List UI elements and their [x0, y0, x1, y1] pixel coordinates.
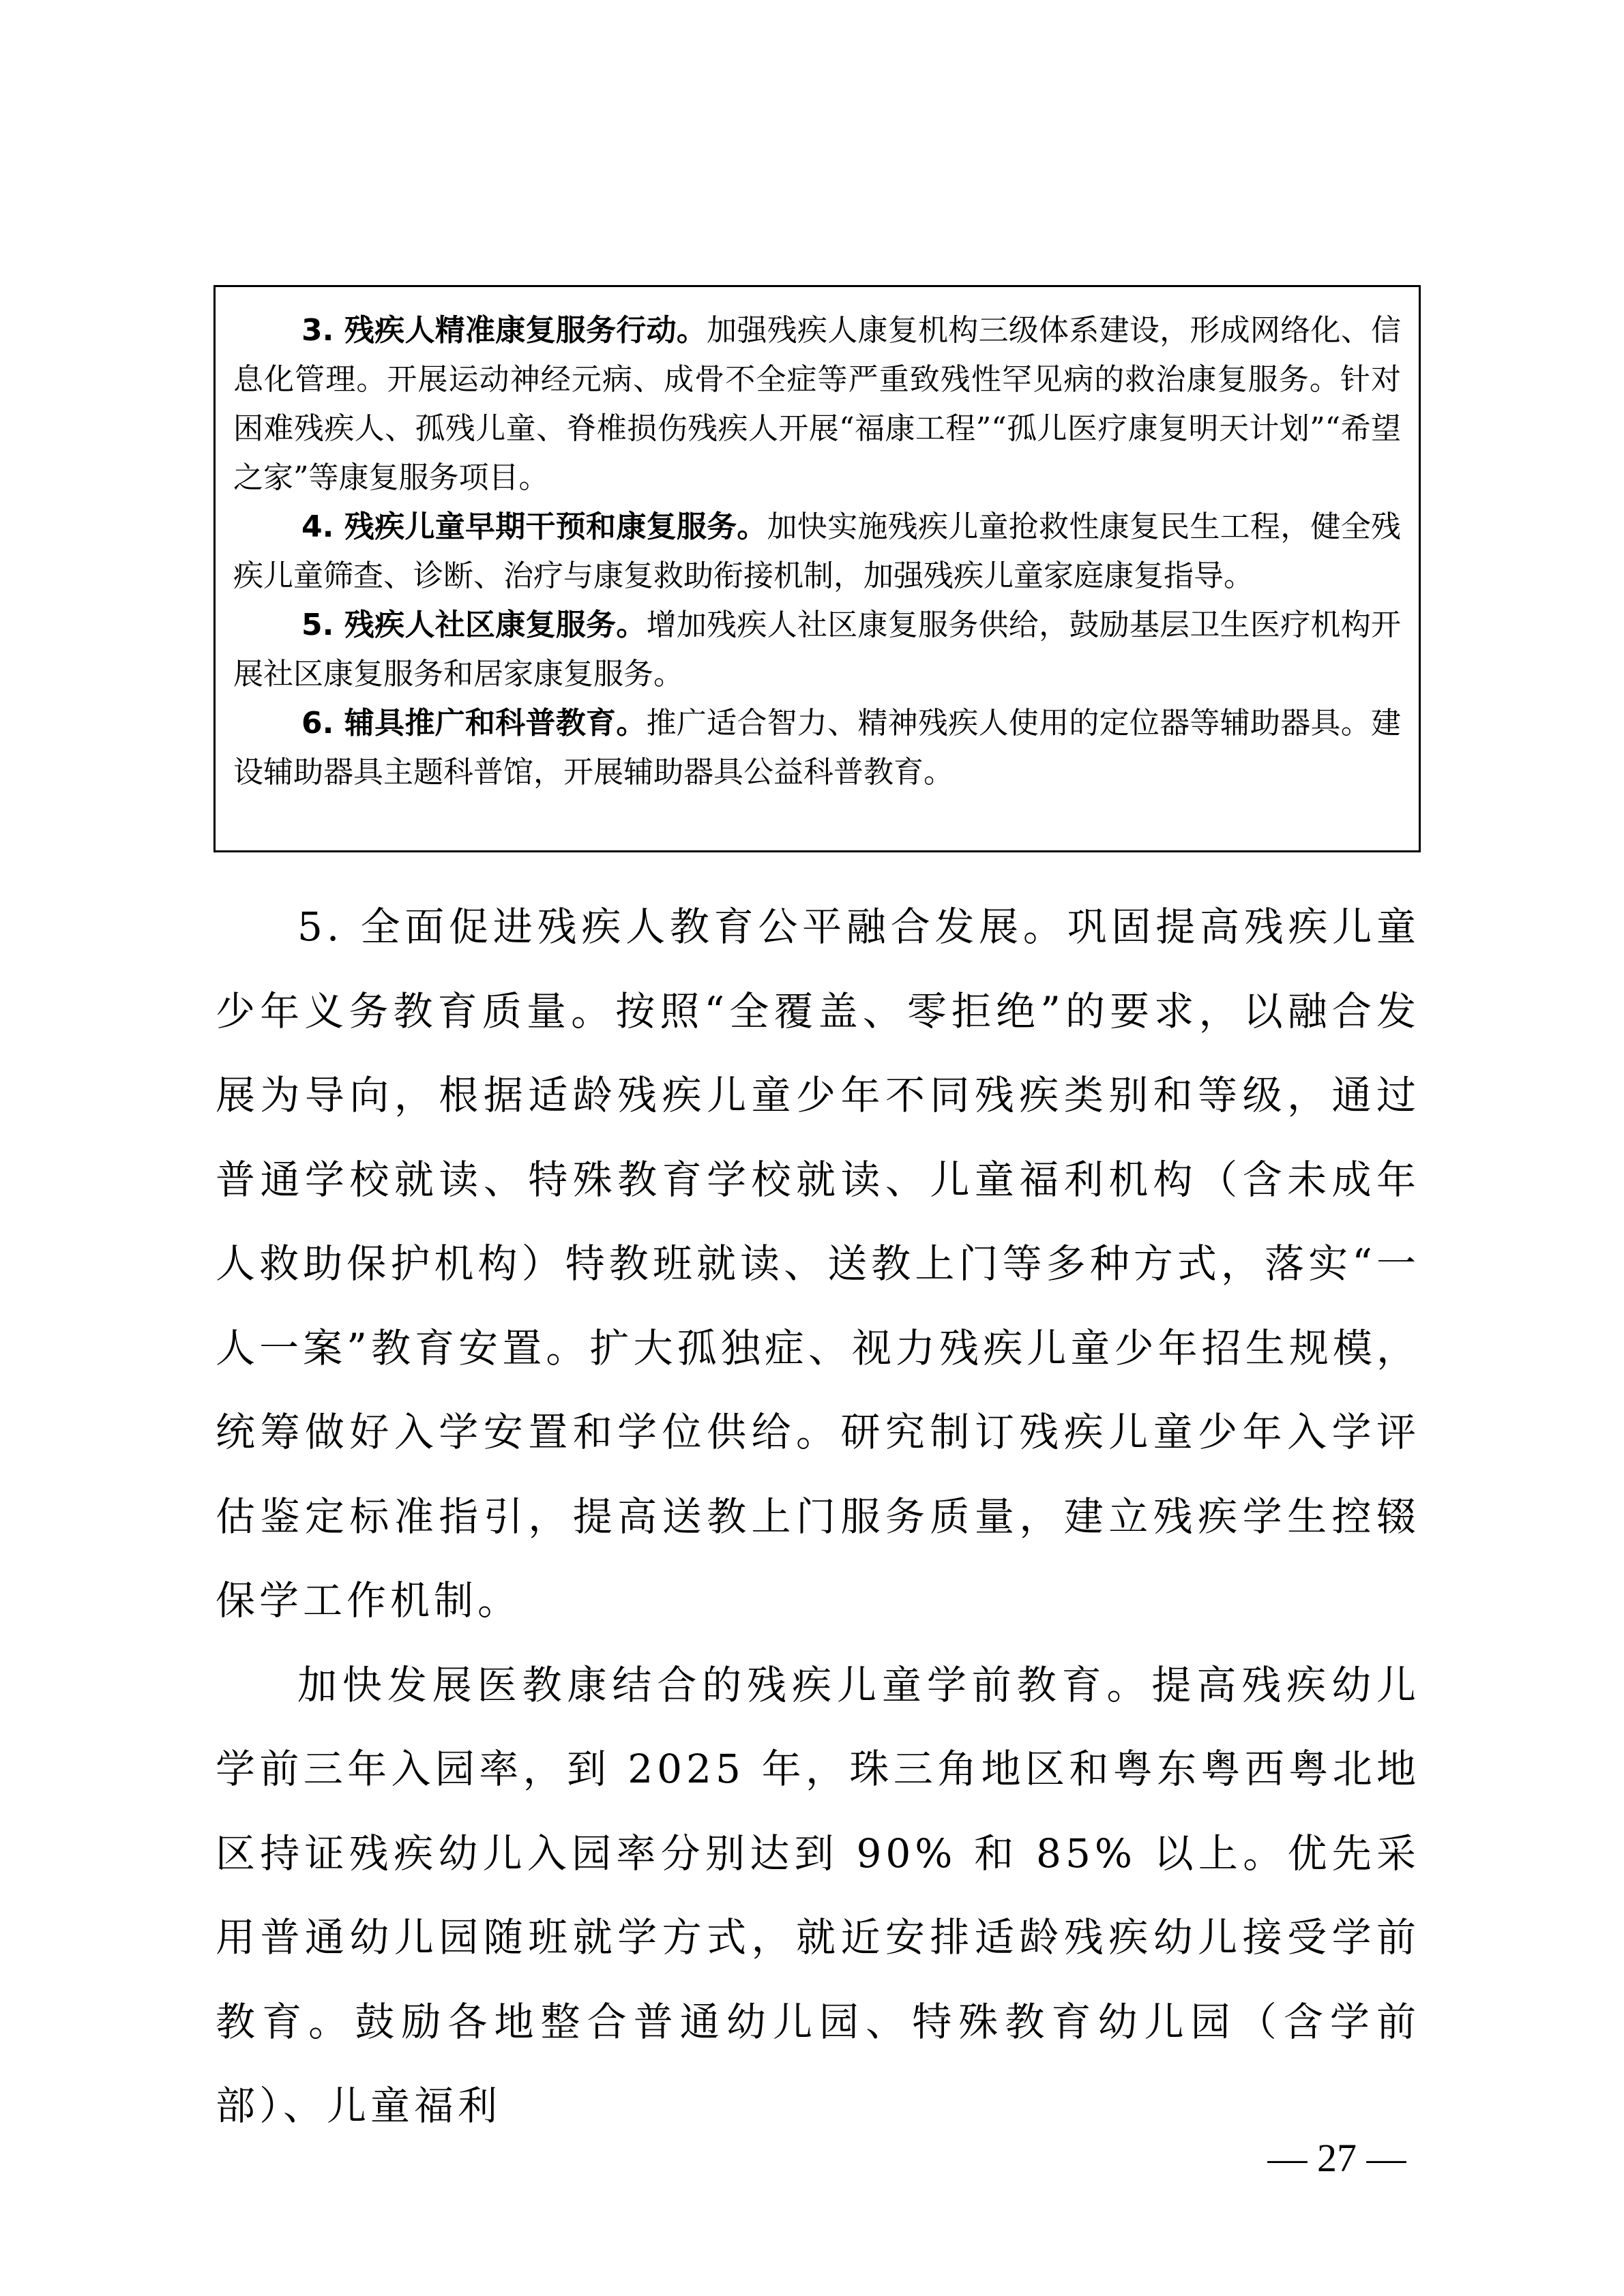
body-text [216, 885, 1420, 2149]
paragraph-education: 5. 全面促进残疾人教育公平融合发展。巩固提高残疾儿童少年义务教育质量。按照“全覆盖、零拒绝”的要求，以融合发展为导向，根据适龄残疾儿童少年不同残疾类别和等级，通过普通学校就读、特殊教育学校就读、儿童福利机构（含未成年人救助保护机构）特教班就读、送教上门等多种方式，落实“一人一案”教育安置。扩大孤独症、视力残疾儿童少年招生规模，统筹做好入学安置和学位供给。研究制订残疾儿童少年入学评估鉴定标准指引，提高送教上门服务质量，建立残疾学生控辍保学工作机制。 [216, 904, 1420, 1624]
box-item-body: 推广适合智力、精神残疾人使用的定位器等辅助器具。建设辅助器具主题科普馆，开展辅助器具公益科普教育。 [233, 706, 1401, 790]
box-item-4 [233, 503, 1401, 601]
page-number: — 27 — [1267, 2136, 1406, 2180]
box-item-heading: 5. 残疾人社区康复服务。 [301, 608, 647, 642]
box-item-heading: 4. 残疾儿童早期干预和康复服务。 [301, 509, 767, 544]
box-item-heading: 3. 残疾人精准康复服务行动。 [301, 313, 707, 348]
box-item-5 [233, 601, 1401, 699]
paragraph-preschool: 加快发展医教康结合的残疾儿童学前教育。提高残疾幼儿学前三年入园率，到 2025 年，珠三角地区和粤东粤西粤北地区持证残疾幼儿入园率分别达到 90% 和 85% 以上。优先采用普通幼儿园随班就学方式，就近安排适龄残疾幼儿接受学前教育。鼓励各地整合普通幼儿园、特殊教育幼儿园（含学前部）、儿童福利 [216, 1661, 1420, 2129]
framed-text-box [213, 285, 1421, 852]
box-item-body: 加快实施残疾儿童抢救性康复民生工程，健全残疾儿童筛查、诊断、治疗与康复救助衔接机制，加强残疾儿童家庭康复指导。 [233, 509, 1401, 593]
box-item-3 [233, 306, 1401, 503]
box-item-body: 加强残疾人康复机构三级体系建设，形成网络化、信息化管理。开展运动神经元病、成骨不全症等严重致残性罕见病的救治康复服务。针对困难残疾人、孤残儿童、脊椎损伤残疾人开展“福康工程”“孤儿医疗康复明天计划”“希望之家”等康复服务项目。 [233, 313, 1401, 495]
box-item-body: 增加残疾人社区康复服务供给，鼓励基层卫生医疗机构开展社区康复服务和居家康复服务。 [233, 608, 1401, 691]
box-item-heading: 6. 辅具推广和科普教育。 [301, 706, 647, 741]
box-item-6 [233, 699, 1401, 797]
